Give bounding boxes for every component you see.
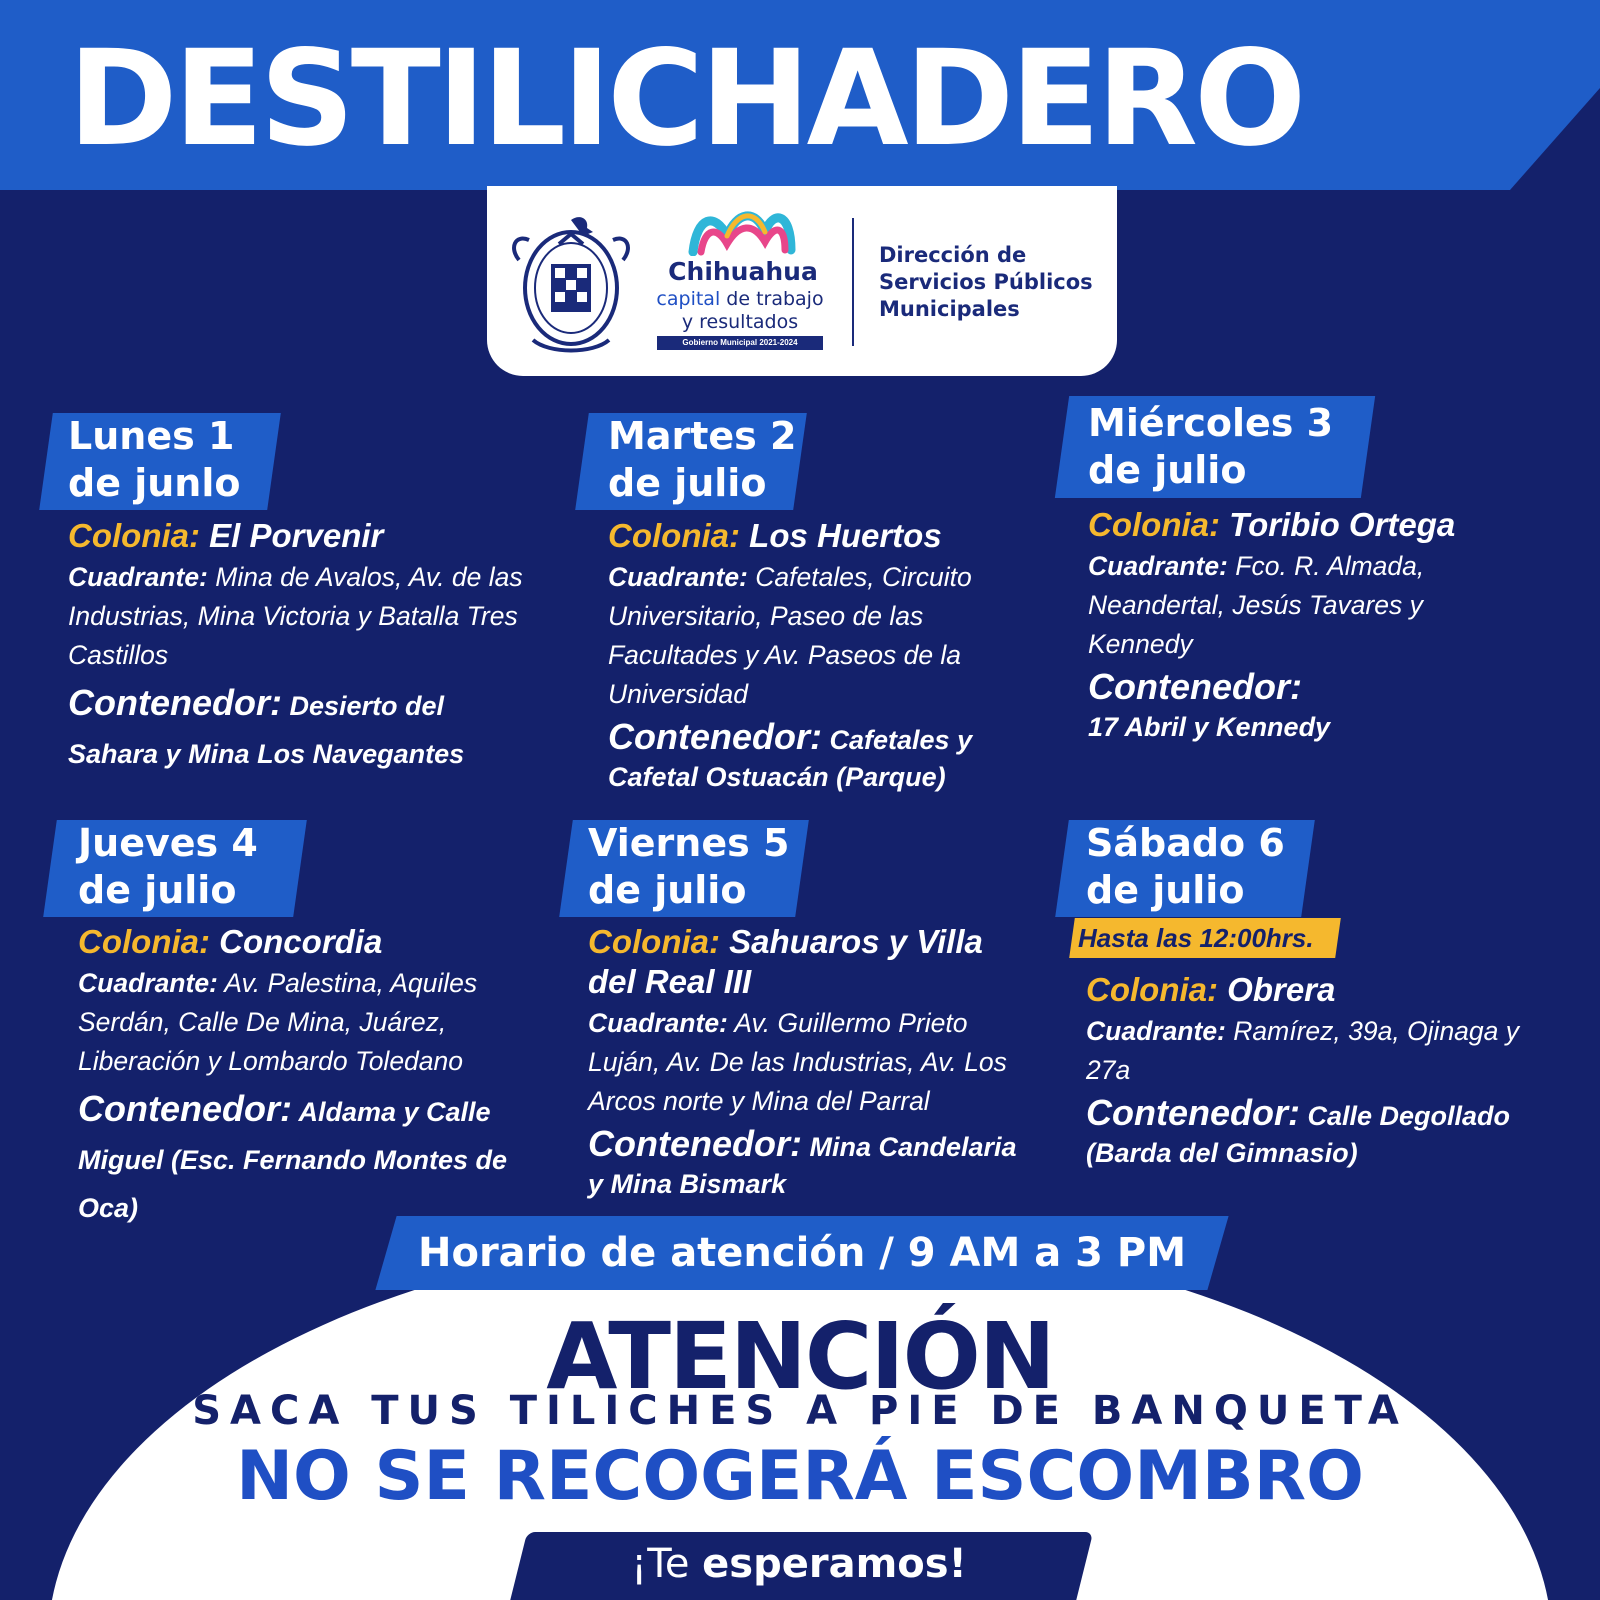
contenedor-line	[608, 718, 1028, 796]
colonia-label: Colonia:	[1088, 506, 1220, 543]
contenedor-value: Desierto del Sahara y Mina Los Navegantes	[68, 691, 465, 769]
cuadrante-label: Cuadrante:	[608, 562, 748, 592]
contenedor-line	[78, 1085, 538, 1232]
brand-wave-icon	[687, 206, 797, 256]
brand-city: Chihuahua	[668, 257, 818, 286]
colonia-value: El Porvenir	[209, 517, 384, 554]
day-name: Jueves 4	[78, 821, 258, 865]
contenedor-line	[1086, 1094, 1546, 1172]
colonia-line	[608, 516, 1028, 556]
cuadrante-label: Cuadrante:	[1088, 551, 1228, 581]
schedule-block	[78, 922, 538, 1232]
cuadrante-label: Cuadrante:	[588, 1008, 728, 1038]
cuadrante-label: Cuadrante:	[1086, 1016, 1226, 1046]
brand-accent: capital	[656, 288, 721, 310]
colonia-line	[1086, 970, 1546, 1010]
brand-tagline-rest: de trabajo	[720, 288, 824, 310]
contenedor-label: Contenedor:	[588, 1123, 802, 1164]
brand-government-strip: Gobierno Municipal 2021-2024	[657, 336, 823, 350]
schedule-block	[588, 922, 1038, 1203]
colonia-line	[68, 516, 538, 556]
cuadrante-line	[608, 558, 1028, 714]
cuadrante-line	[68, 558, 538, 675]
department-name	[879, 242, 1109, 323]
poster-title: DESTILICHADERO	[68, 22, 1303, 176]
day-heading	[1086, 820, 1285, 914]
horario-label: Horario de atención / 9 AM a 3 PM	[417, 1230, 1186, 1276]
hours-note: Hasta las 12:00hrs.	[1078, 923, 1314, 953]
esperamos-word: esperamos!	[702, 1541, 967, 1587]
cuadrante-line	[1086, 1012, 1546, 1090]
contenedor-line	[1088, 668, 1508, 746]
cuadrante-line	[78, 964, 538, 1081]
colonia-label: Colonia:	[608, 517, 740, 554]
day-heading	[608, 413, 796, 507]
colonia-value: Obrera	[1227, 971, 1336, 1008]
contenedor-label: Contenedor:	[1086, 1092, 1300, 1133]
colonia-line	[78, 922, 538, 962]
colonia-label: Colonia:	[588, 923, 720, 960]
cuadrante-line	[588, 1004, 1038, 1121]
no-escombro-text: NO SE RECOGERÁ ESCOMBRO	[236, 1437, 1364, 1516]
schedule-block	[68, 516, 538, 778]
day-heading	[78, 820, 258, 914]
day-month: de julio	[78, 868, 237, 912]
contenedor-label: Contenedor:	[1088, 666, 1302, 707]
esperamos-prefix: ¡Te	[631, 1541, 703, 1587]
cuadrante-line	[1088, 547, 1508, 664]
coat-of-arms-icon	[509, 212, 633, 356]
contenedor-line	[68, 679, 538, 778]
schedule-block	[1086, 970, 1546, 1172]
cuadrante-value: Av. Guillermo Prieto Luján, Av. De las Industrias, Av. Los Arcos norte y Mina del Parral	[588, 1008, 1007, 1116]
day-month: de julio	[588, 868, 747, 912]
colonia-label: Colonia:	[68, 517, 200, 554]
colonia-line	[1088, 505, 1508, 545]
cuadrante-value: Mina de Avalos, Av. de las Industrias, Mina Victoria y Batalla Tres Castillos	[68, 562, 523, 670]
colonia-value: Sahuaros y Villa del Real III	[588, 923, 983, 1000]
department-line: Servicios Públicos	[879, 270, 1093, 294]
day-heading	[68, 413, 240, 507]
day-heading	[588, 820, 789, 914]
day-name: Martes 2	[608, 414, 797, 458]
colonia-line	[588, 922, 1038, 1002]
colonia-value: Toribio Ortega	[1229, 506, 1456, 543]
contenedor-value: Cafetales y Cafetal Ostuacán (Parque)	[608, 725, 973, 792]
cuadrante-label: Cuadrante:	[78, 968, 218, 998]
contenedor-value: Aldama y Calle Miguel (Esc. Fernando Montes de Oca)	[78, 1097, 508, 1223]
day-month: de junlo	[68, 461, 241, 505]
atencion-heading: ATENCIÓN	[546, 1303, 1054, 1410]
day-month: de julio	[608, 461, 767, 505]
department-line: Dirección de	[879, 243, 1027, 267]
contenedor-label: Contenedor:	[68, 682, 282, 723]
department-line: Municipales	[879, 297, 1020, 321]
saca-tiliches-text: SACA TUS TILICHES A PIE DE BANQUETA	[192, 1388, 1408, 1434]
colonia-label: Colonia:	[1086, 971, 1218, 1008]
contenedor-value: Calle Degollado (Barda del Gimnasio)	[1086, 1101, 1511, 1168]
brand-logo	[645, 206, 835, 366]
brand-tagline	[645, 288, 835, 334]
cuadrante-value: Av. Palestina, Aquiles Serdán, Calle De Mina, Juárez, Liberación y Lombardo Toledano	[78, 968, 478, 1076]
day-heading	[1088, 400, 1333, 494]
logo-card	[487, 186, 1117, 376]
day-name: Lunes 1	[68, 414, 235, 458]
day-month: de julio	[1086, 868, 1245, 912]
cuadrante-value: Ramírez, 39a, Ojinaga y 27a	[1086, 1016, 1520, 1085]
day-name: Viernes 5	[588, 821, 790, 865]
cuadrante-label: Cuadrante:	[68, 562, 208, 592]
contenedor-line	[588, 1125, 1038, 1203]
contenedor-label: Contenedor:	[608, 716, 822, 757]
day-name: Miércoles 3	[1088, 401, 1334, 445]
colonia-value: Los Huertos	[749, 517, 942, 554]
contenedor-label: Contenedor:	[78, 1088, 292, 1129]
cuadrante-value: Fco. R. Almada, Neandertal, Jesús Tavares y Kennedy	[1088, 551, 1425, 659]
colonia-value: Concordia	[219, 923, 383, 960]
schedule-block	[608, 516, 1028, 796]
day-name: Sábado 6	[1086, 821, 1285, 865]
brand-tagline-line2: y resultados	[681, 311, 799, 333]
esperamos-text	[516, 1536, 1082, 1592]
cuadrante-value: Cafetales, Circuito Universitario, Paseo de las Facultades y Av. Paseos de la Universidad	[608, 562, 972, 709]
day-month: de julio	[1088, 448, 1247, 492]
colonia-label: Colonia:	[78, 923, 210, 960]
contenedor-value: Mina Candelaria y Mina Bismark	[588, 1132, 1017, 1199]
schedule-block	[1088, 505, 1508, 746]
logo-divider	[852, 218, 854, 346]
contenedor-value: 17 Abril y Kennedy	[1088, 712, 1331, 742]
